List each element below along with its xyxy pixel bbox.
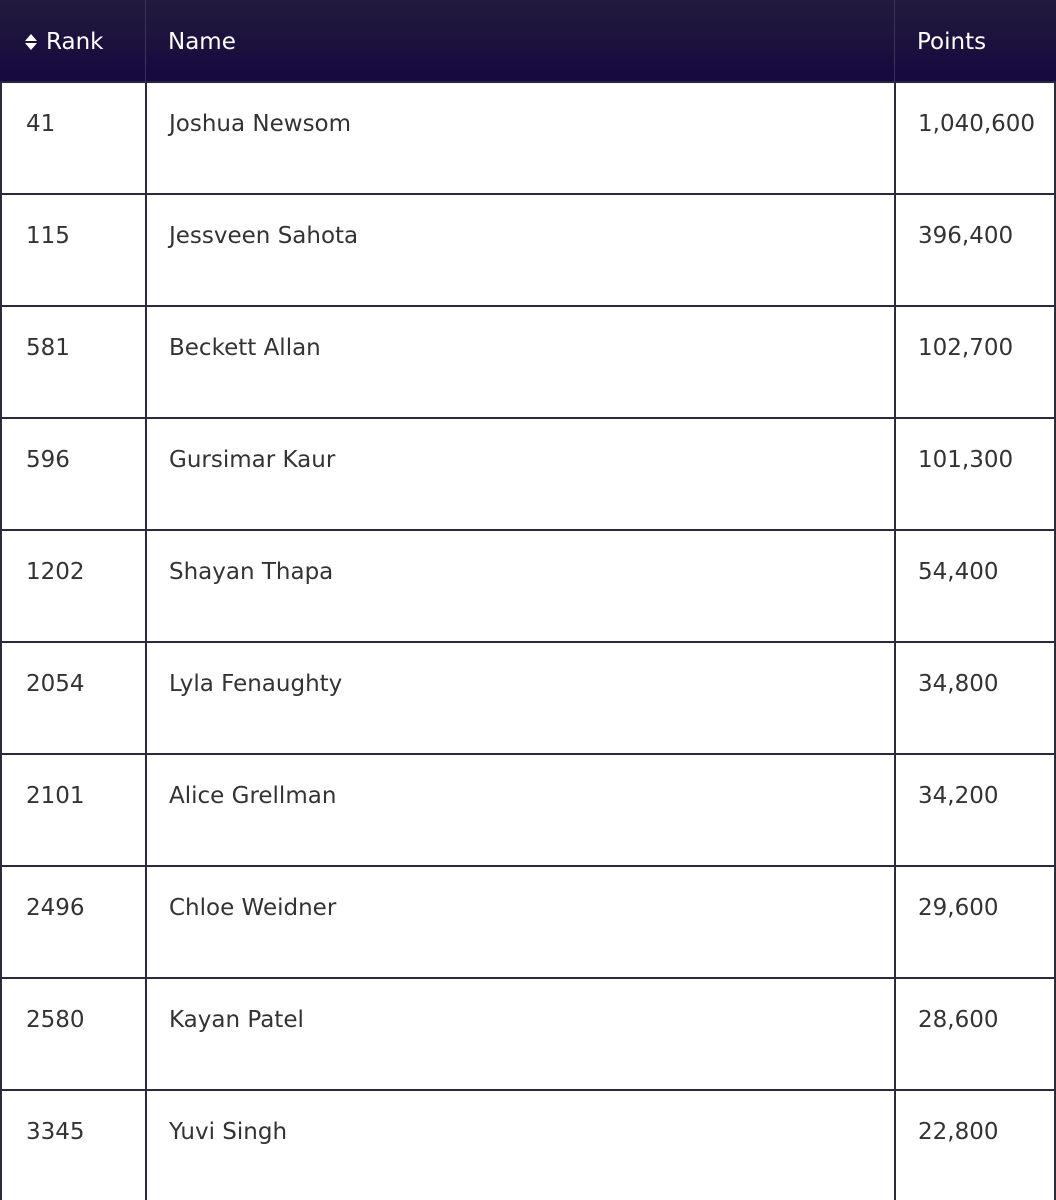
table-row [0,643,1056,755]
rank-cell: 115 [0,195,145,305]
column-header-points-label: Points [917,28,987,55]
name-cell: Gursimar Kaur [145,419,894,529]
column-header-rank-label: Rank [46,28,104,55]
points-cell: 22,800 [894,1091,1056,1200]
column-header-points [894,0,1056,83]
points-cell: 102,700 [894,307,1056,417]
table-row [0,419,1056,531]
rank-cell: 596 [0,419,145,529]
table-row [0,83,1056,195]
points-cell: 54,400 [894,531,1056,641]
table-row [0,531,1056,643]
points-cell: 28,600 [894,979,1056,1089]
name-cell: Alice Grellman [145,755,894,865]
points-cell: 396,400 [894,195,1056,305]
rank-cell: 3345 [0,1091,145,1200]
rank-cell: 2054 [0,643,145,753]
rank-cell: 1202 [0,531,145,641]
name-cell: Kayan Patel [145,979,894,1089]
rank-cell: 2101 [0,755,145,865]
name-cell: Shayan Thapa [145,531,894,641]
name-cell: Joshua Newsom [145,83,894,193]
name-cell: Chloe Weidner [145,867,894,977]
column-header-name [145,0,894,83]
table-body [0,83,1056,1200]
points-cell: 1,040,600 [894,83,1056,193]
name-cell: Beckett Allan [145,307,894,417]
table-row [0,195,1056,307]
column-header-rank[interactable] [0,0,145,83]
points-cell: 29,600 [894,867,1056,977]
rank-cell: 2580 [0,979,145,1089]
table-row [0,307,1056,419]
table-row [0,867,1056,979]
points-cell: 34,200 [894,755,1056,865]
rank-cell: 2496 [0,867,145,977]
table-row [0,755,1056,867]
rank-cell: 41 [0,83,145,193]
sort-icon[interactable] [24,34,38,50]
column-header-name-label: Name [168,28,236,55]
points-cell: 101,300 [894,419,1056,529]
points-cell: 34,800 [894,643,1056,753]
name-cell: Yuvi Singh [145,1091,894,1200]
table-row [0,979,1056,1091]
rank-cell: 581 [0,307,145,417]
name-cell: Lyla Fenaughty [145,643,894,753]
table-header [0,0,1056,83]
name-cell: Jessveen Sahota [145,195,894,305]
table-row [0,1091,1056,1200]
